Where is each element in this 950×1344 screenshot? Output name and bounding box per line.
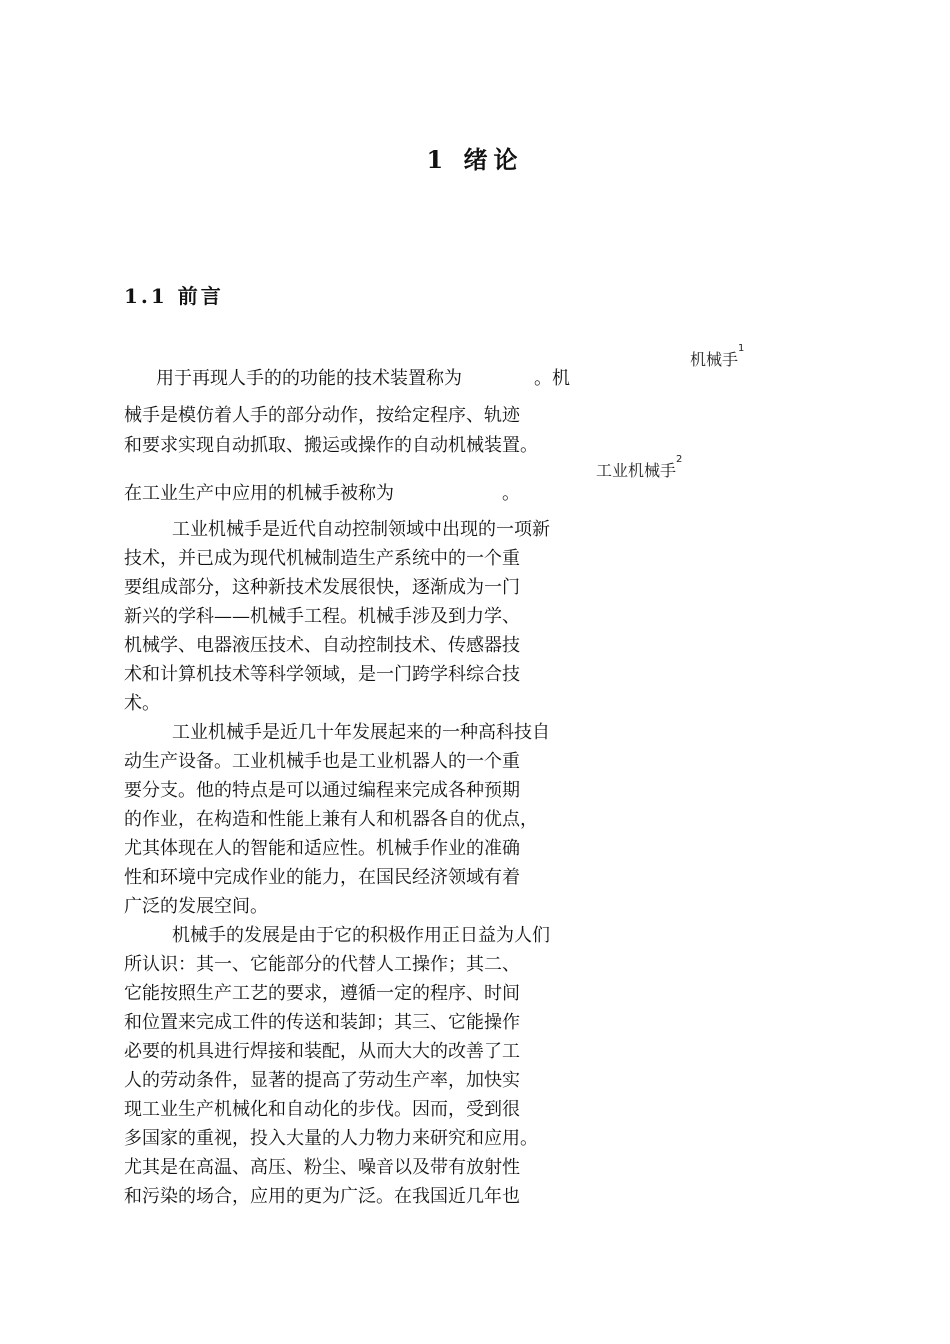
paragraph-line: 人的劳动条件，显著的提高了劳动生产率，加快实: [124, 1070, 520, 1091]
paragraph-line: 的作业，在构造和性能上兼有人和机器各自的优点，: [124, 809, 538, 830]
paragraph-line: 机械学、电器液压技术、自动控制技术、传感器技: [124, 635, 520, 656]
paragraph-line: 要组成部分，这种新技术发展很快，逐渐成为一门: [124, 577, 520, 598]
paragraph-line: 新兴的学科——机械手工程。机械手涉及到力学、: [124, 606, 520, 627]
annotation-term-2: [596, 454, 683, 481]
annotation-term-text: 机械手: [690, 350, 739, 369]
paragraph-line: 它能按照生产工艺的要求，遵循一定的程序、时间: [124, 983, 520, 1004]
paragraph-line: 现工业生产机械化和自动化的步伐。因而，受到很: [124, 1099, 520, 1120]
paragraph-line: 技术，并已成为现代机械制造生产系统中的一个重: [124, 548, 520, 569]
citation-ref: 1: [738, 343, 745, 354]
paragraph-line: 和要求实现自动抓取、搬运或操作的自动机械装置。: [124, 435, 538, 456]
paragraph-line: 术。: [124, 693, 160, 714]
paragraph-line: 术和计算机技术等科学领域，是一门跨学科综合技: [124, 664, 520, 685]
paragraph-line: 和污染的场合，应用的更为广泛。在我国近几年也: [124, 1186, 520, 1207]
paragraph-line: 械手是模仿着人手的部分动作，按给定程序、轨迹: [124, 405, 520, 426]
paragraph-line: 动生产设备。工业机械手也是工业机器人的一个重: [124, 751, 520, 772]
paragraph-line: 必要的机具进行焊接和装配，从而大大的改善了工: [124, 1041, 520, 1062]
annotation-term-1: [690, 343, 745, 370]
paragraph-line: 广泛的发展空间。: [124, 896, 268, 917]
paragraph-line: 尤其体现在人的智能和适应性。机械手作业的准确: [124, 838, 520, 859]
paragraph-line: 工业机械手是近代自动控制领域中出现的一项新: [172, 519, 550, 540]
paragraph-line: 用于再现人手的的功能的技术装置称为 。机: [156, 368, 570, 389]
paragraph-line: 要分支。他的特点是可以通过编程来完成各种预期: [124, 780, 520, 801]
paragraph-line: 性和环境中完成作业的能力，在国民经济领域有着: [124, 867, 520, 888]
paragraph-line: 所认识：其一、它能部分的代替人工操作；其二、: [124, 954, 520, 975]
paragraph-line: 工业机械手是近几十年发展起来的一种高科技自: [172, 722, 550, 743]
citation-ref: 2: [676, 454, 683, 465]
paragraph-line: 多国家的重视，投入大量的人力物力来研究和应用。: [124, 1128, 538, 1149]
paragraph-line: 机械手的发展是由于它的积极作用正日益为人们: [172, 925, 550, 946]
paragraph-line: 在工业生产中应用的机械手被称为 。: [124, 483, 520, 504]
paragraph-line: 尤其是在高温、高压、粉尘、噪音以及带有放射性: [124, 1157, 520, 1178]
chapter-title: 1 绪论: [426, 145, 524, 174]
section-heading: 1.1 前言: [124, 284, 224, 308]
paragraph-line: 和位置来完成工件的传送和装卸；其三、它能操作: [124, 1012, 520, 1033]
annotation-term-text: 工业机械手: [596, 461, 677, 480]
